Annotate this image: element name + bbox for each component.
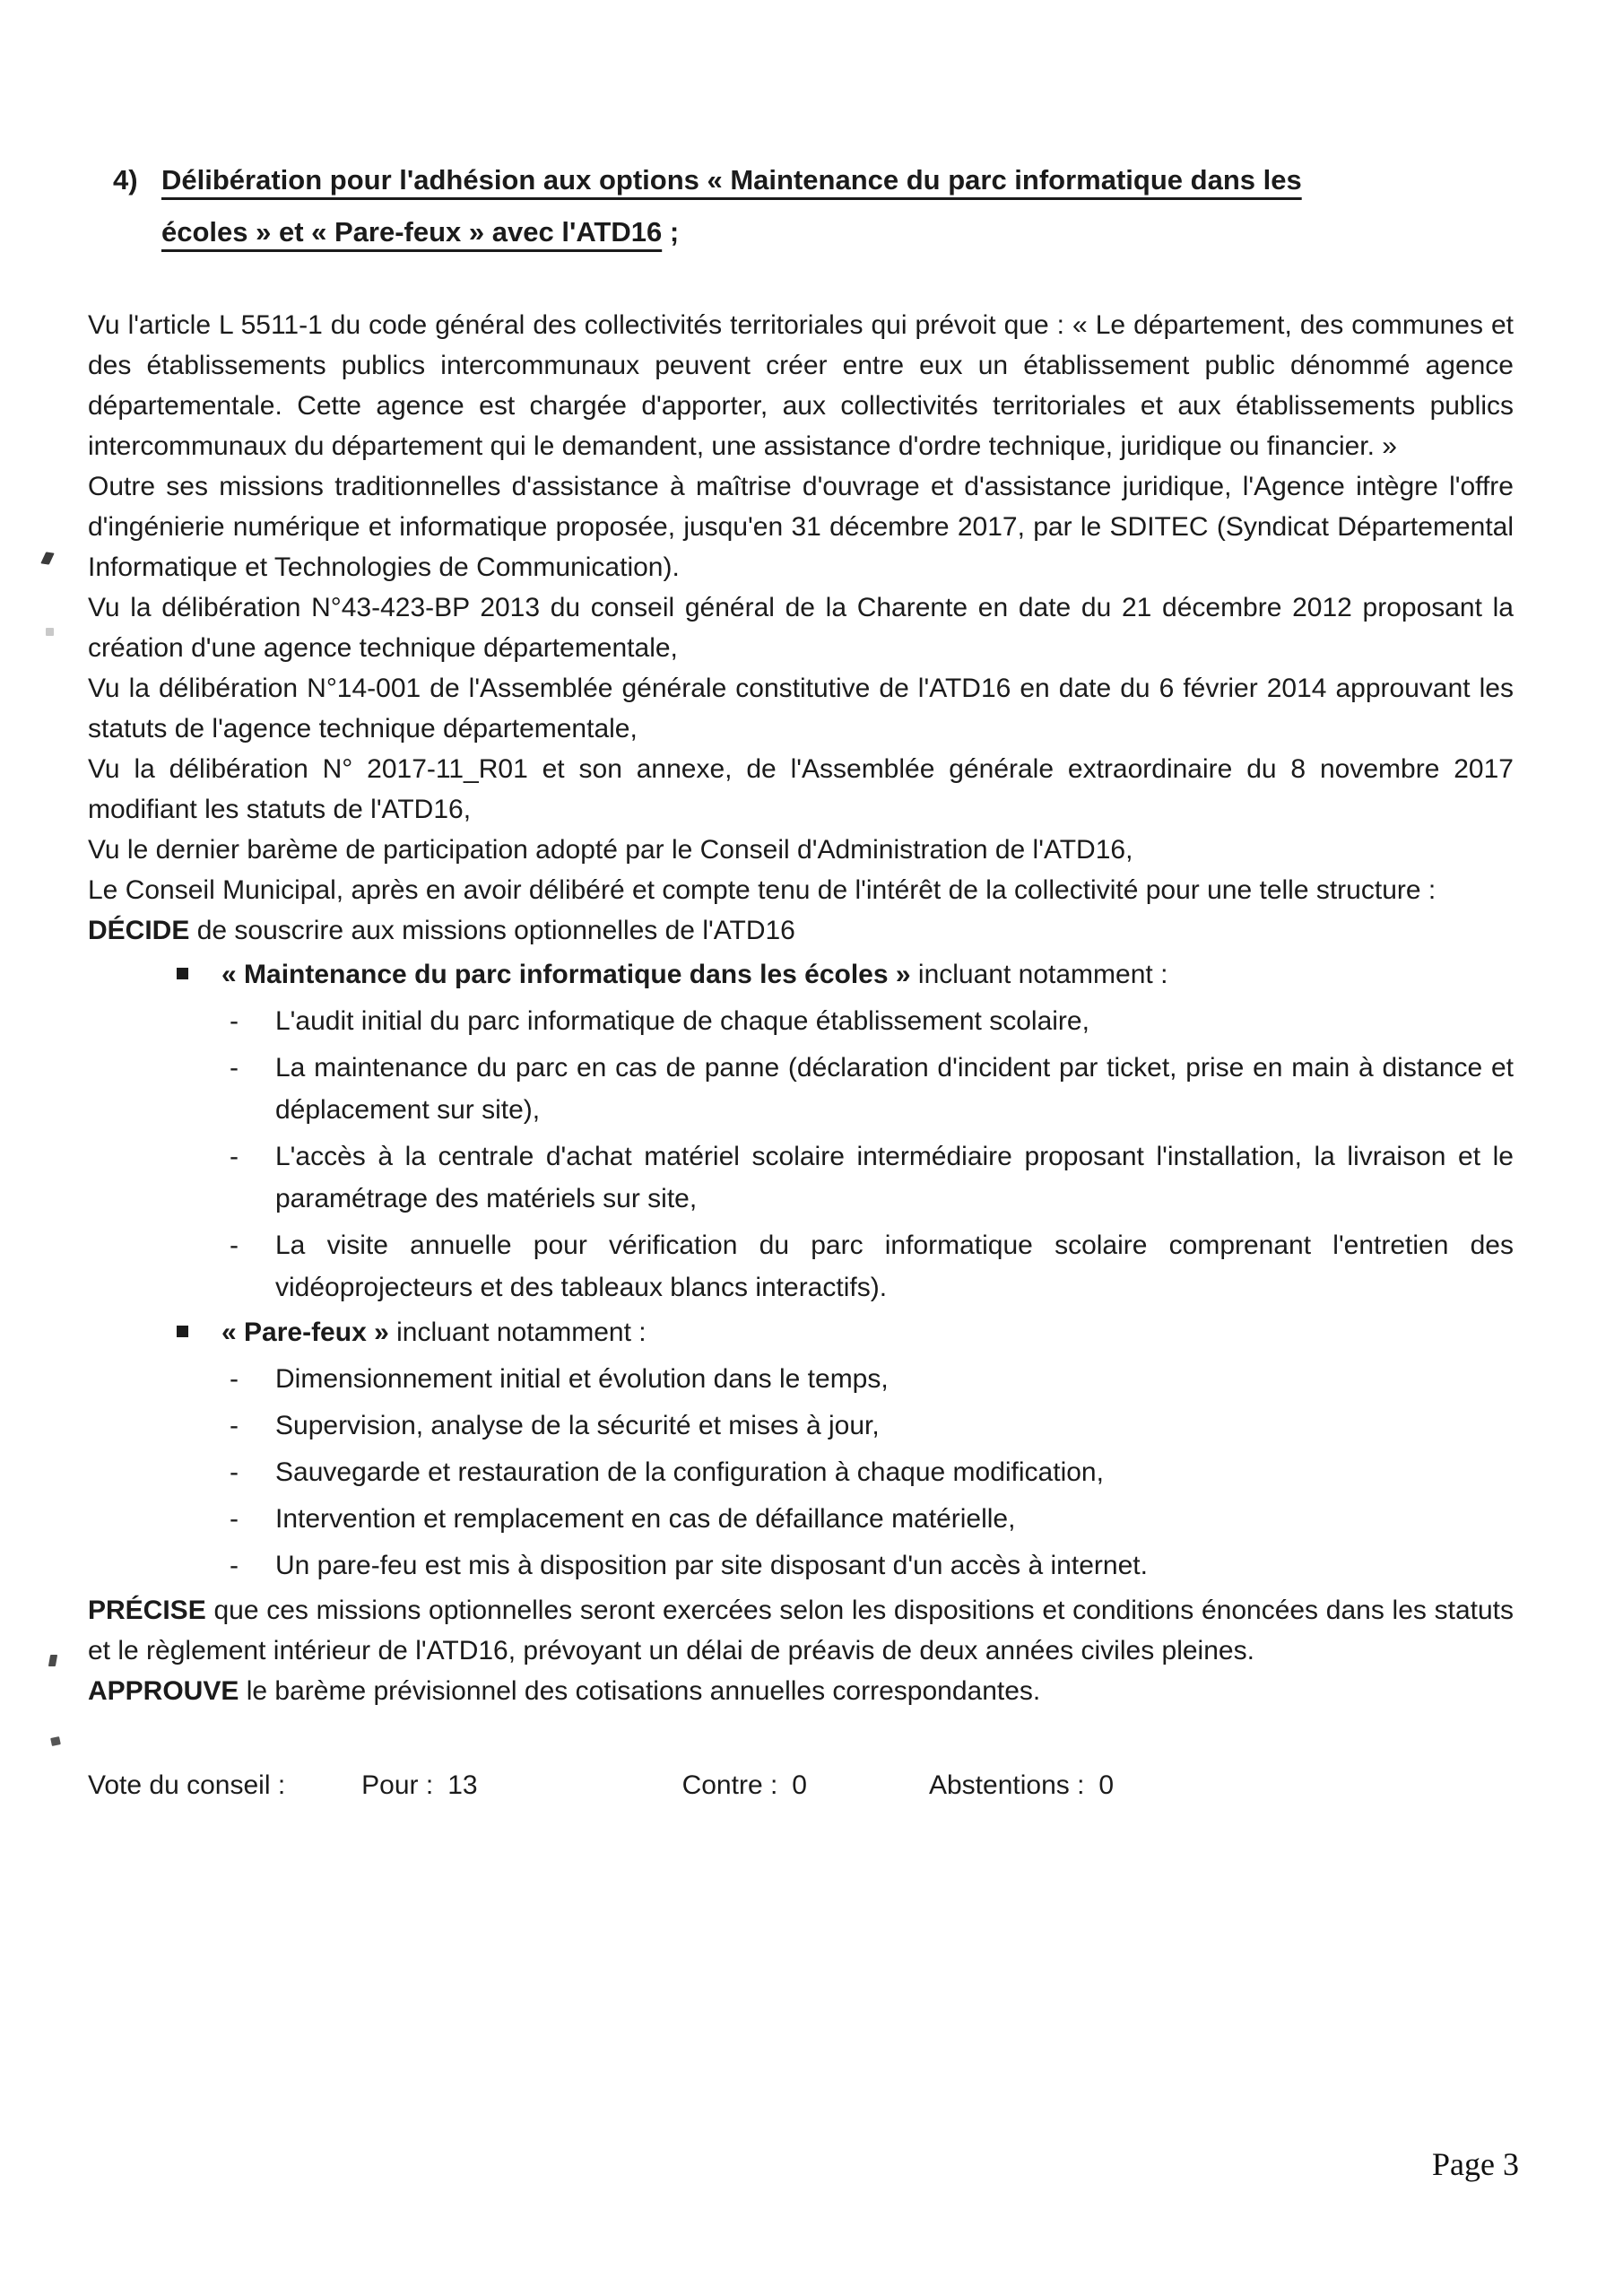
vote-abstentions-value: 0 (1098, 1770, 1115, 1800)
list-item-text: L'audit initial du parc informatique de chaque établissement scolaire, (275, 1006, 1089, 1036)
vote-label: Vote du conseil : (88, 1770, 286, 1800)
paragraph-outre-missions: Outre ses missions traditionnelles d'assistance à maîtrise d'ouvrage et d'assistance juridique, l'Agence intègre l'offre d'ingénierie numérique et informatique proposée, jusqu'en 31 décembre 2017, par le SDITEC (Syndicat Départemental Informatique et Technologies de Communication). (88, 472, 1514, 582)
decide-text: de souscrire aux missions optionnelles de l'ATD16 (196, 916, 795, 945)
vote-pour (361, 1767, 477, 1805)
heading-line2-suffix: ; (669, 216, 680, 248)
heading-line2: écoles » et « Pare-feux » avec l'ATD16 (161, 216, 663, 248)
vote-abstentions-label: Abstentions : (928, 1770, 1085, 1800)
square-bullet-icon (177, 1326, 188, 1337)
list-item (88, 1224, 1514, 1309)
paragraph-vu-deliberation-2017-11: Vu la délibération N° 2017-11_R01 et son annexe, de l'Assemblée générale extraordinaire du 8 novembre 2017 modifiant les statuts de l'ATD16, (88, 754, 1514, 824)
vote-abstentions (929, 1767, 1114, 1805)
heading-number: 4) (113, 164, 138, 196)
option-maintenance-parc (88, 953, 1514, 1309)
paragraph-vu-article: Vu l'article L 5511-1 du code général des collectivités territoriales qui prévoit que : « Le département, des communes et des établissements publics intercommunaux peuvent créer entre eux un établissement public dénommé agence départementale. Cette agence est chargée d'apporter, aux collectivités territoriales et aux établissements publics intercommunaux du département qui le demandent, une assistance d'ordre technique, juridique ou financier. » (88, 310, 1514, 461)
dash-marker: - (230, 1411, 239, 1440)
decide-line (88, 910, 1514, 951)
heading-line1: Délibération pour l'adhésion aux options « Maintenance du parc informatique dans les (161, 164, 1302, 196)
approuve-line (88, 1671, 1514, 1711)
list-item-text: Dimensionnement initial et évolution dans le temps, (275, 1364, 889, 1394)
list-item (88, 1135, 1514, 1220)
list-item (88, 1405, 1514, 1447)
approuve-text: le barème prévisionnel des cotisations annuelles correspondantes. (246, 1676, 1041, 1706)
option-title (88, 1311, 1514, 1353)
dash-marker: - (230, 1053, 239, 1083)
precise-keyword: PRÉCISE (88, 1596, 206, 1625)
paragraph-vu-deliberation-14-001: Vu la délibération N°14-001 de l'Assemblée générale constitutive de l'ATD16 en date du 6 février 2014 approuvant les statuts de l'agence technique départementale, (88, 674, 1514, 744)
list-item (88, 1000, 1514, 1042)
decide-keyword: DÉCIDE (88, 916, 190, 945)
dash-marker: - (230, 1006, 239, 1036)
vote-pour-value: 13 (447, 1770, 478, 1800)
dash-marker: - (230, 1457, 239, 1487)
scan-artifact (40, 552, 54, 564)
square-bullet-icon (177, 968, 188, 979)
option-suffix: incluant notamment : (917, 960, 1168, 989)
list-item (88, 1498, 1514, 1540)
list-item (88, 1451, 1514, 1493)
dash-marker: - (230, 1364, 239, 1394)
list-item (88, 1358, 1514, 1400)
list-item-text: L'accès à la centrale d'achat matériel scolaire intermédiaire proposant l'installation, la livraison et le paramétrage des matériels sur site, (275, 1142, 1514, 1213)
scan-artifact (50, 1736, 61, 1746)
list-item-text: Un pare-feu est mis à disposition par site disposant d'un accès à internet. (275, 1551, 1148, 1580)
approuve-keyword: APPROUVE (88, 1676, 239, 1706)
document-content (88, 154, 1514, 1805)
list-item-text: Intervention et remplacement en cas de défaillance matérielle, (275, 1504, 1016, 1534)
list-item (88, 1047, 1514, 1131)
precise-paragraph (88, 1590, 1514, 1671)
option-title (88, 953, 1514, 996)
paragraph-vu-deliberation-2013: Vu la délibération N°43-423-BP 2013 du conseil général de la Charente en date du 21 décembre 2012 proposant la création d'une agence technique départementale, (88, 593, 1514, 663)
vote-contre (682, 1767, 807, 1805)
paragraph-conseil-municipal: Le Conseil Municipal, après en avoir délibéré et compte tenu de l'intérêt de la collectivité pour une telle structure : (88, 875, 1436, 905)
page-number: Page 3 (1432, 2146, 1519, 2182)
dash-marker: - (230, 1551, 239, 1580)
precise-text: que ces missions optionnelles seront exercées selon les dispositions et conditions énoncées dans les statuts et le règlement intérieur de l'ATD16, prévoyant un délai de préavis de deux années civiles pleines. (88, 1596, 1514, 1665)
list-item-text: Supervision, analyse de la sécurité et mises à jour, (275, 1411, 880, 1440)
section-heading (88, 154, 1514, 258)
scan-artifact (46, 628, 54, 636)
vote-pour-label: Pour : (361, 1770, 434, 1800)
dash-marker: - (230, 1142, 239, 1171)
list-item (88, 1544, 1514, 1587)
option-pare-feux (88, 1311, 1514, 1587)
list-item-text: La maintenance du parc en cas de panne (déclaration d'incident par ticket, prise en main à distance et déplacement sur site), (275, 1053, 1514, 1125)
vote-contre-label: Contre : (681, 1770, 778, 1800)
dash-marker: - (230, 1231, 239, 1260)
scan-artifact (48, 1655, 57, 1666)
vote-row (88, 1767, 1514, 1805)
option-suffix: incluant notamment : (396, 1318, 647, 1347)
list-item-text: La visite annuelle pour vérification du parc informatique scolaire comprenant l'entretien des vidéoprojecteurs et des tableaux blancs interactifs). (275, 1231, 1514, 1302)
dash-marker: - (230, 1504, 239, 1534)
option-name: « Pare-feux » (221, 1318, 389, 1347)
deliberation-body (88, 305, 1514, 1805)
paragraph-vu-bareme: Vu le dernier barème de participation adopté par le Conseil d'Administration de l'ATD16, (88, 835, 1133, 865)
list-item-text: Sauvegarde et restauration de la configuration à chaque modification, (275, 1457, 1104, 1487)
option-name: « Maintenance du parc informatique dans les écoles » (221, 960, 911, 989)
vote-contre-value: 0 (792, 1770, 807, 1800)
